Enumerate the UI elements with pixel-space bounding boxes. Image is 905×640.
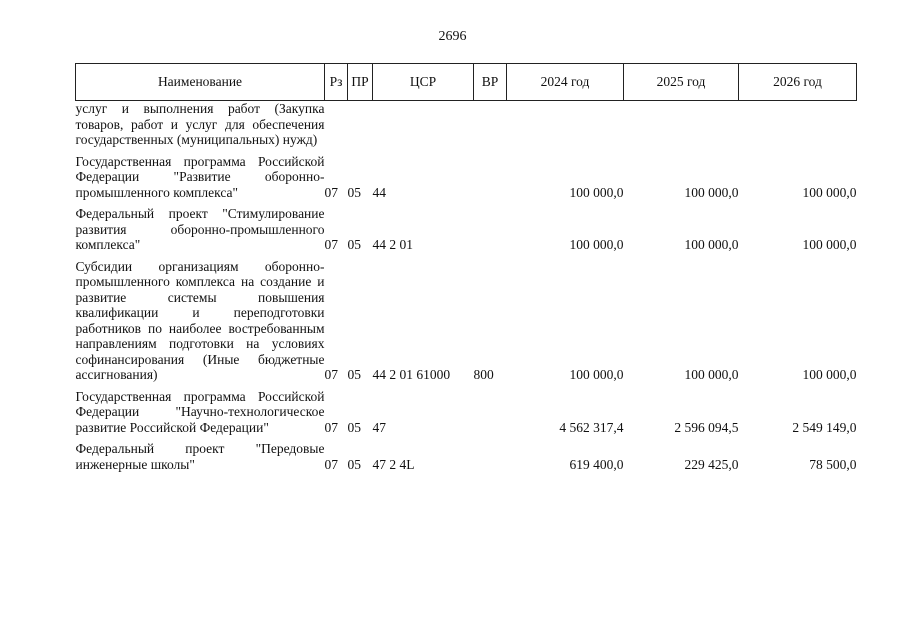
row-csr: 44 2 01 61000	[372, 367, 451, 382]
row-name: Государственная программа Российской Федерации "Научно-технологическое развитие Российской Федерации"	[75, 388, 325, 435]
table-body	[76, 101, 857, 475]
row-2024: 100 000,0	[569, 184, 624, 200]
row-name: услуг и выполнения работ (Закупка товаров, работ и услуг для обеспечения государственных (муниципальных) нужд)	[75, 101, 325, 147]
row-2025: 100 000,0	[684, 237, 739, 252]
row-csr	[373, 101, 474, 150]
row-2025: 2 596 094,5	[674, 419, 739, 435]
row-2024: 4 562 317,4	[559, 419, 624, 435]
column-header-2026: 2026 год	[739, 64, 857, 101]
column-header-csr: ЦСР	[373, 64, 474, 101]
table-header	[76, 64, 857, 101]
row-2025: 229 425,0	[684, 456, 739, 472]
row-2025: 100 000,0	[684, 184, 739, 200]
column-header-rz: Рз	[325, 64, 348, 101]
table-row	[76, 101, 857, 150]
row-vr	[474, 202, 507, 255]
row-pr: 05	[347, 237, 361, 252]
row-2026: 100 000,0	[802, 367, 857, 382]
row-name: Субсидии организациям оборонно-промышленного комплекса на создание и развитие системы повышения квалификации и переподготовки работников по наиболее востребованным направлениям подготовки на условиях софинансирования (Иные бюджетные ассигнования)	[75, 258, 325, 382]
row-csr: 47	[372, 419, 386, 435]
column-header-2025: 2025 год	[624, 64, 739, 101]
row-pr: 05	[347, 419, 361, 435]
row-2026: 100 000,0	[802, 237, 857, 252]
row-2024: 100 000,0	[569, 237, 624, 252]
row-2026: 78 500,0	[809, 456, 857, 472]
column-header-vr: ВР	[474, 64, 507, 101]
row-2026: 2 549 149,0	[792, 419, 857, 435]
page-number: 2696	[438, 29, 467, 44]
row-rz	[325, 101, 348, 150]
row-csr: 47 2 4L	[372, 456, 415, 472]
table-row	[76, 437, 857, 474]
row-rz: 07	[324, 419, 338, 435]
row-name: Федеральный проект "Стимулирование развития оборонно-промышленного комплекса"	[75, 206, 325, 252]
row-vr	[474, 150, 507, 203]
row-name: Государственная программа Российской Федерации "Развитие оборонно-промышленного комплекса"	[75, 153, 325, 200]
row-rz: 07	[324, 237, 338, 252]
row-name: Федеральный проект "Передовые инженерные школы"	[75, 441, 325, 472]
budget-table	[75, 63, 857, 474]
row-2024	[507, 101, 624, 150]
table-row	[76, 202, 857, 255]
row-pr: 05	[347, 456, 361, 472]
column-header-pr: ПР	[348, 64, 373, 101]
row-vr: 800	[473, 367, 494, 382]
column-header-2024: 2024 год	[507, 64, 624, 101]
row-2025	[624, 101, 739, 150]
row-2025: 100 000,0	[684, 367, 739, 382]
column-header-name: Наименование	[76, 64, 325, 101]
row-vr	[474, 437, 507, 474]
table-row	[76, 150, 857, 203]
row-pr: 05	[347, 184, 361, 200]
row-csr: 44	[372, 184, 386, 200]
row-rz: 07	[324, 367, 338, 382]
table-row	[76, 255, 857, 385]
row-2024: 100 000,0	[569, 367, 624, 382]
row-pr	[348, 101, 373, 150]
row-2024: 619 400,0	[569, 456, 624, 472]
row-rz: 07	[324, 456, 338, 472]
row-csr: 44 2 01	[372, 237, 413, 252]
row-2026: 100 000,0	[802, 184, 857, 200]
row-rz: 07	[324, 184, 338, 200]
row-2026	[739, 101, 857, 150]
table-row	[76, 385, 857, 438]
row-pr: 05	[347, 367, 361, 382]
row-vr	[474, 385, 507, 438]
row-vr	[474, 101, 507, 150]
